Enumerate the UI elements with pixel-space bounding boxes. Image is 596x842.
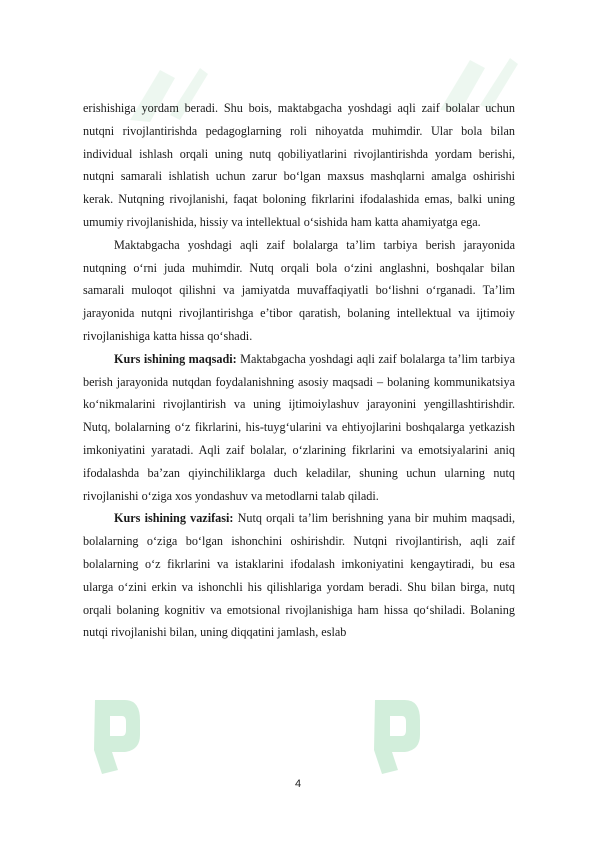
goal-heading: Kurs ishining maqsadi:	[114, 351, 237, 366]
paragraph-task	[83, 507, 515, 644]
watermark-mark-bottom-right	[360, 690, 430, 780]
goal-text: Maktabgacha yoshdagi aqli zaif bolalarga ta’lim tarbiya berish jarayonida nutqdan foydalanishning asosiy maqsadi – bolaning kommunikatsiya ko‘nikmalarini rivojlantirish va uning ijtimoiylashuv jarayonini yengillashtirishdir. Nutq, bolalarning o‘z fikrlarini, his-tuyg‘ularini va ehtiyojlarini boshqalarga yetkazish imkoniyatini yaratadi. Aqli zaif bolalar, o‘zlarining fikrlarini va emotsiyalarini aniq ifodalashda ba’zan qiyinchiliklarga duch keladilar, shuning uchun ularning nutq rivojlanishi o‘ziga xos yondashuv va metodlarni talab qiladi.	[83, 351, 515, 503]
paragraph-goal	[83, 348, 515, 508]
paragraph-2-text: Maktabgacha yoshdagi aqli zaif bolalarga ta’lim tarbiya berish jarayonida nutqning o‘rni juda muhimdir. Nutq orqali bola o‘zini anglashni, boshqalar bilan samarali muloqot qilishni va jamiyatda muvaffaqiyatli bo‘lishni o‘rganadi. Ta’lim jarayonida nutqni rivojlantirishga e’tibor qaratish, bolaning intellektual va ijtimoiy rivojlanishiga katta hissa qo‘shadi.	[83, 237, 515, 343]
task-heading: Kurs ishining vazifasi:	[114, 511, 234, 526]
page-number: 4	[294, 778, 302, 790]
body-text	[83, 97, 515, 644]
paragraph-1	[83, 97, 515, 234]
task-text: Nutq orqali ta’lim berishning yana bir muhim maqsadi, bolalarning o‘ziga bo‘lgan ishonchini oshirishdir. Nutqni rivojlantirish, aqli zaif bolalarning o‘z fikrlarini va istaklarini ifodalash imkoniyatini kengaytiradi, bu esa ularga o‘zini erkin va ishonchli his qilishlariga yordam beradi. Shu bilan birga, nutq orqali bolaning kognitiv va emotsional rivojlanishiga ham hissa qo‘shiladi. Bolaning nutqi rivojlanishi bilan, uning diqqatini jamlash, eslab	[83, 511, 516, 640]
paragraph-2	[83, 234, 515, 348]
paragraph-1-text: erishishiga yordam beradi. Shu bois, maktabgacha yoshdagi aqli zaif bolalar uchun nutqni rivojlantirishda pedagoglarning roli nihoyatda muhimdir. Ular bola bilan individual ishlash orqali uning nutq qobiliyatlarini rivojlantirishda yordam berishi, nutqni samarali ishlatish uchun zarur bo‘lgan maxsus mashqlarni amalga oshirishi kerak. Nutqning rivojlanishi, faqat boloning fikrlarini ifodalashida emas, balki uning umumiy rivojlanishida, hissiy va intellektual o‘sishida ham katta ahamiyatga ega.	[83, 101, 515, 229]
watermark-mark-bottom-left	[80, 690, 150, 780]
